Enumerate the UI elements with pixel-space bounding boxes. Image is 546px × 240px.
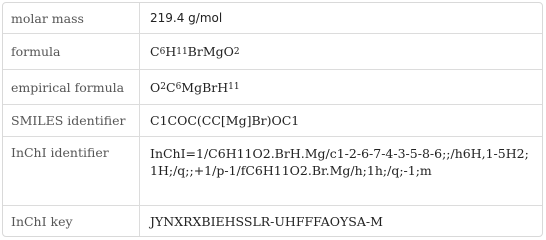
value-smiles: C1COC(CC[Mg]Br)OC1 — [150, 113, 300, 128]
formula-part: C — [165, 79, 176, 95]
row-formula — [3, 33, 542, 69]
properties-table — [2, 2, 543, 237]
formula-part: H — [165, 44, 177, 59]
label-empirical-formula: empirical formula — [3, 70, 140, 104]
label-smiles: SMILES identifier — [3, 105, 140, 136]
value-formula: C 6 H 11 BrMgO 2 — [150, 44, 240, 59]
row-smiles — [3, 104, 542, 136]
value-molar-mass: 219.4 g/mol — [150, 11, 223, 25]
row-empirical-formula — [3, 69, 542, 104]
value-inchi-key: JYNXRXBIEHSSLR-UHFFFAOYSA-M — [150, 213, 383, 229]
formula-part: BrMgO — [187, 44, 234, 59]
formula-part: MgBrH — [181, 79, 229, 95]
value-empirical-formula: O 2 C 6 MgBrH 11 — [150, 79, 240, 95]
value-inchi: InChI=1/C6H11O2.BrH.Mg/c1-2-6-7-4-3-5-8-6;;/h6H,1-5H2;1H;/q;;+1/p-1/fC6H11O2.Br.Mg/h;1h;/q;-1;m — [150, 146, 529, 178]
row-molar-mass — [3, 3, 542, 33]
label-molar-mass: molar mass — [3, 3, 140, 33]
row-inchi-key — [3, 205, 542, 236]
row-inchi — [3, 136, 542, 205]
label-inchi-key: InChI key — [3, 206, 140, 236]
formula-part: C — [150, 44, 160, 59]
label-inchi: InChI identifier — [3, 137, 140, 205]
label-formula: formula — [3, 34, 140, 69]
formula-part: O — [150, 79, 161, 95]
